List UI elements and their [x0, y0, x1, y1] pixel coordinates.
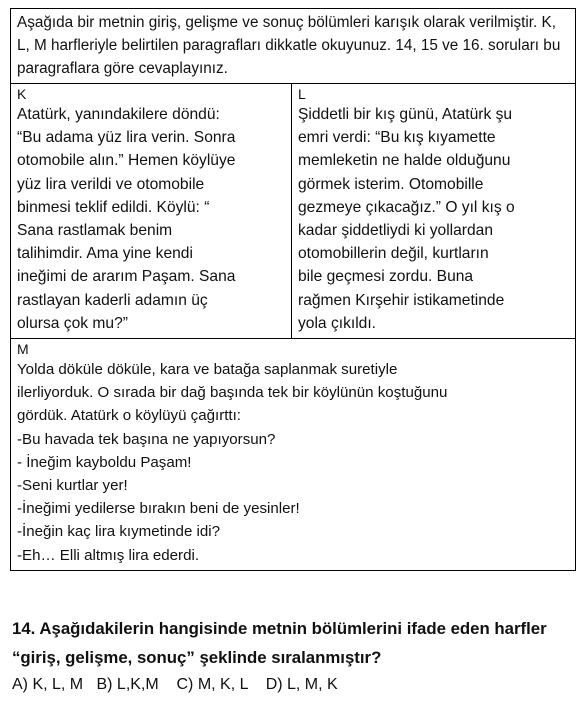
section-m-line: -Seni kurtlar yer!	[17, 477, 128, 495]
passage-table	[10, 8, 576, 571]
section-m-line: Yolda döküle döküle, kara ve batağa saplanmak suretiyle	[17, 361, 398, 379]
section-k	[11, 84, 292, 339]
section-m-line: -İneğin kaç lira kıymetinde idi?	[17, 523, 221, 541]
option-d[interactable]: D) L, M, K	[265, 676, 338, 693]
section-l-text: Şiddetli bir kış günü, Atatürk şu emri verdi: “Bu kış kıyamette memleketin ne halde olduğunu görmek isterim. Otomobille gezmeye çıkacağız.” O yıl kış o kadar şiddetliydi ki yollardan otomobillerin değil, kurtların bile geçmesi zordu. Buna rağmen Kırşehir istikametinde yola çıkıldı.	[298, 106, 515, 332]
question-14: 14. Aşağıdakilerin hangisinde metnin bölümlerini ifade eden harfler “giriş, gelişme, sonuç” şeklinde sıralanmıştır?	[12, 619, 547, 667]
section-k-label: K	[17, 86, 27, 102]
section-m-line: - İneğim kayboldu Paşam!	[17, 453, 192, 471]
section-k-text: Atatürk, yanındakilere döndü: “Bu adama yüz lira verin. Sonra otomobile alın.” Hemen köylüye yüz lira verildi ve otomobile binmesi teklif edildi. Köylü: “ Sana rastlamak benim talihimdir. Ama yine kendi inеğimi de ararım Paşam. Sana rastlayan kaderli adamın üç olursa çok mu?”	[17, 106, 236, 332]
section-l	[292, 84, 576, 339]
section-m-line: -Bu havada tek başına ne yapıyorsun?	[17, 430, 276, 448]
section-m-line: -Eh… Elli altmış lira ederdi.	[17, 546, 200, 564]
option-c[interactable]: C) M, K, L	[176, 676, 248, 693]
section-m	[11, 339, 576, 571]
section-m-line: ilerliyorduk. O sırada bir dağ başında tek bir köylünün koştuğunu	[17, 384, 448, 402]
answer-options	[12, 674, 338, 696]
section-m-line: -İneğimi yedilerse bırakın beni de yesinler!	[17, 500, 300, 518]
section-l-label: L	[298, 86, 306, 102]
instructions	[11, 9, 576, 84]
option-a[interactable]: A) K, L, M	[12, 676, 84, 693]
option-b[interactable]: B) L,K,M	[96, 676, 159, 693]
instructions-text: Aşağıda bir metnin giriş, gelişme ve sonuç bölümleri karışık olarak verilmiştir. K, L, M harfleriyle belirtilen paragrafları dikkatle okuyunuz. 14, 15 ve 16. soruları bu paragraflara göre cevaplayınız.	[17, 14, 561, 77]
section-m-label: M	[17, 341, 29, 358]
section-m-line: gördük. Atatürk o köylüyü çağırttı:	[17, 407, 242, 425]
